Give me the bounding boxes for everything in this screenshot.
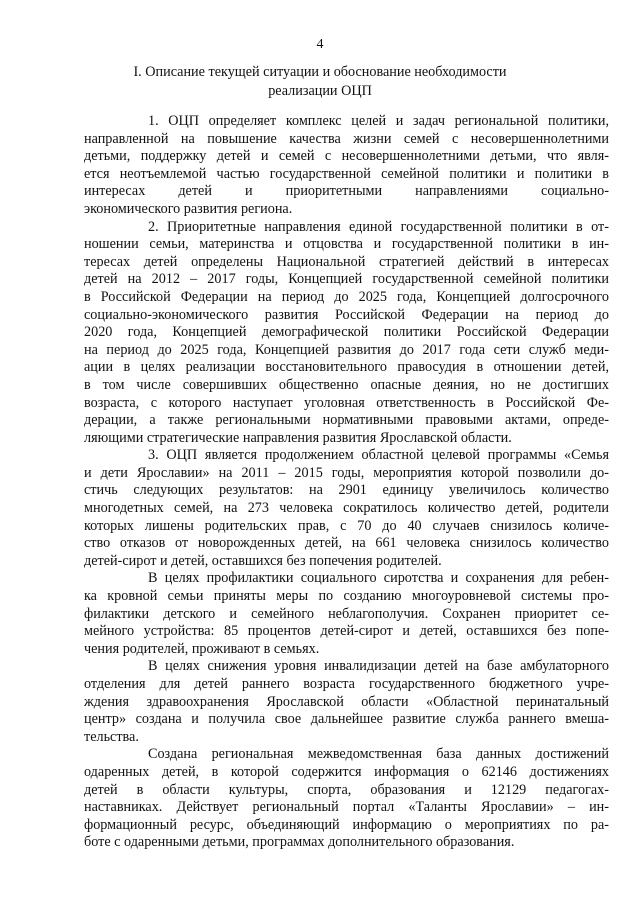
text-line: экономического развития региона. (84, 200, 293, 217)
text-line: возраста, с которого наступает уголовная ответственность в Российской Фе- (84, 394, 609, 411)
heading-line: I. Описание текущей ситуации и обоснование необходимости (133, 64, 507, 80)
text-line: в Российской Федерации на период до 2025 года, Концепцией долгосрочного (84, 288, 609, 305)
text-line: дерации, а также региональными нормативными правовыми актами, опреде- (84, 412, 609, 429)
text-line: многодетных семей, на 273 человека сократилось количество детей, родители (84, 500, 609, 517)
page-number: 4 (316, 37, 324, 52)
text-line: и дети Ярославии» на 2011 – 2015 годы, мероприятия которой позволили до- (84, 464, 609, 481)
section-heading (110, 63, 530, 101)
paragraph (84, 219, 609, 448)
text-line: ации в целях реализации восстановительного правосудия в отношении детей, (84, 359, 609, 376)
text-line: 3. ОЦП является продолжением областной целевой программы «Семья (148, 447, 609, 464)
text-line: 2. Приоритетные направления единой государственной политики в от- (148, 218, 609, 235)
text-line: мейного устройства: 85 процентов детей-сирот и детей, оставшихся без попе- (84, 623, 609, 640)
heading-line: реализации ОЦП (268, 83, 372, 99)
text-line: одаренных детей, в которой содержится информация о 62146 достижениях (84, 763, 609, 780)
text-line: ка кровной семьи приняты меры по созданию многоуровневой системы про- (84, 588, 609, 605)
paragraph (84, 447, 609, 570)
text-line: боте с одаренными детьми, программах дополнительного образования. (84, 834, 515, 851)
text-line: филактики детского и семейного неблагополучия. Сохранен приоритет се- (84, 605, 609, 622)
text-line: стичь следующих результатов: на 2901 единицу увеличилось количество (84, 482, 609, 499)
text-line: Создана региональная межведомственная база данных достижений (148, 746, 609, 763)
text-line: детей-сирот и детей, оставшихся без попечения родителей. (84, 552, 442, 569)
text-line: ляющими стратегические направления развития Ярославской области. (84, 429, 512, 446)
text-line: формационный ресурс, объединяющий информацию о мероприятиях по ра- (84, 816, 609, 833)
text-line: которых лишены родительских прав, с 70 до 40 случаев снизилось количе- (84, 517, 609, 534)
text-line: в том числе совершивших общественно опасные деяния, но не достигших (84, 376, 609, 393)
paragraph (84, 658, 609, 746)
text-line: детей в области культуры, спорта, образования и 12129 педагогах- (84, 781, 609, 798)
text-line: ждения здравоохранения Ярославской области «Областной перинатальный (84, 693, 609, 710)
text-line: детьми, поддержку детей и семей с несовершеннолетними детьми, что явля- (84, 148, 609, 165)
text-line: ство отказов от новорожденных детей, на 661 человека снизилось количество (84, 535, 609, 552)
paragraph (84, 113, 609, 219)
text-line: наставниках. Действует региональный портал «Таланты Ярославии» – ин- (84, 799, 609, 816)
text-line: на период до 2025 года, Концепцией развития до 2017 года сети служб меди- (84, 341, 609, 358)
text-line: социально-экономического развития Российской Федерации на период до (84, 306, 609, 323)
text-line: В целях профилактики социального сиротства и сохранения для ребен- (148, 570, 609, 587)
text-line: В целях снижения уровня инвалидизации детей на базе амбулаторного (148, 658, 609, 675)
text-line: ношении семьи, материнства и отцовства и государственной политики в ин- (84, 236, 609, 253)
text-line: 1. ОЦП определяет комплекс целей и задач региональной политики, (148, 113, 609, 129)
text-line: отделения для детей раннего возраста государственного бюджетного учре- (84, 676, 609, 692)
text-line: чения родителей, проживают в семьях. (84, 640, 320, 657)
text-line: 2020 года, Концепцией демографической политики Российской Федерации (84, 324, 609, 341)
text-line: направленной на повышение качества жизни семей с несовершеннолетними (84, 130, 609, 147)
paragraph (84, 746, 609, 852)
text-line: центр» создана и получила свое дальнейшее развитие служба раннего вмеша- (84, 711, 609, 728)
text-line: ется неотъемлемой частью государственной семейной политики и политики в (84, 165, 609, 182)
text-line: интересах детей и приоритетными направлениями социально- (84, 183, 609, 200)
text-line: тельства. (84, 728, 139, 745)
text-line: тересах детей определены Национальной стратегией действий в интересах (84, 253, 609, 270)
text-line: детей на 2012 – 2017 годы, Концепцией государственной семейной политики (84, 271, 609, 288)
document-body (84, 113, 609, 852)
paragraph (84, 570, 609, 658)
